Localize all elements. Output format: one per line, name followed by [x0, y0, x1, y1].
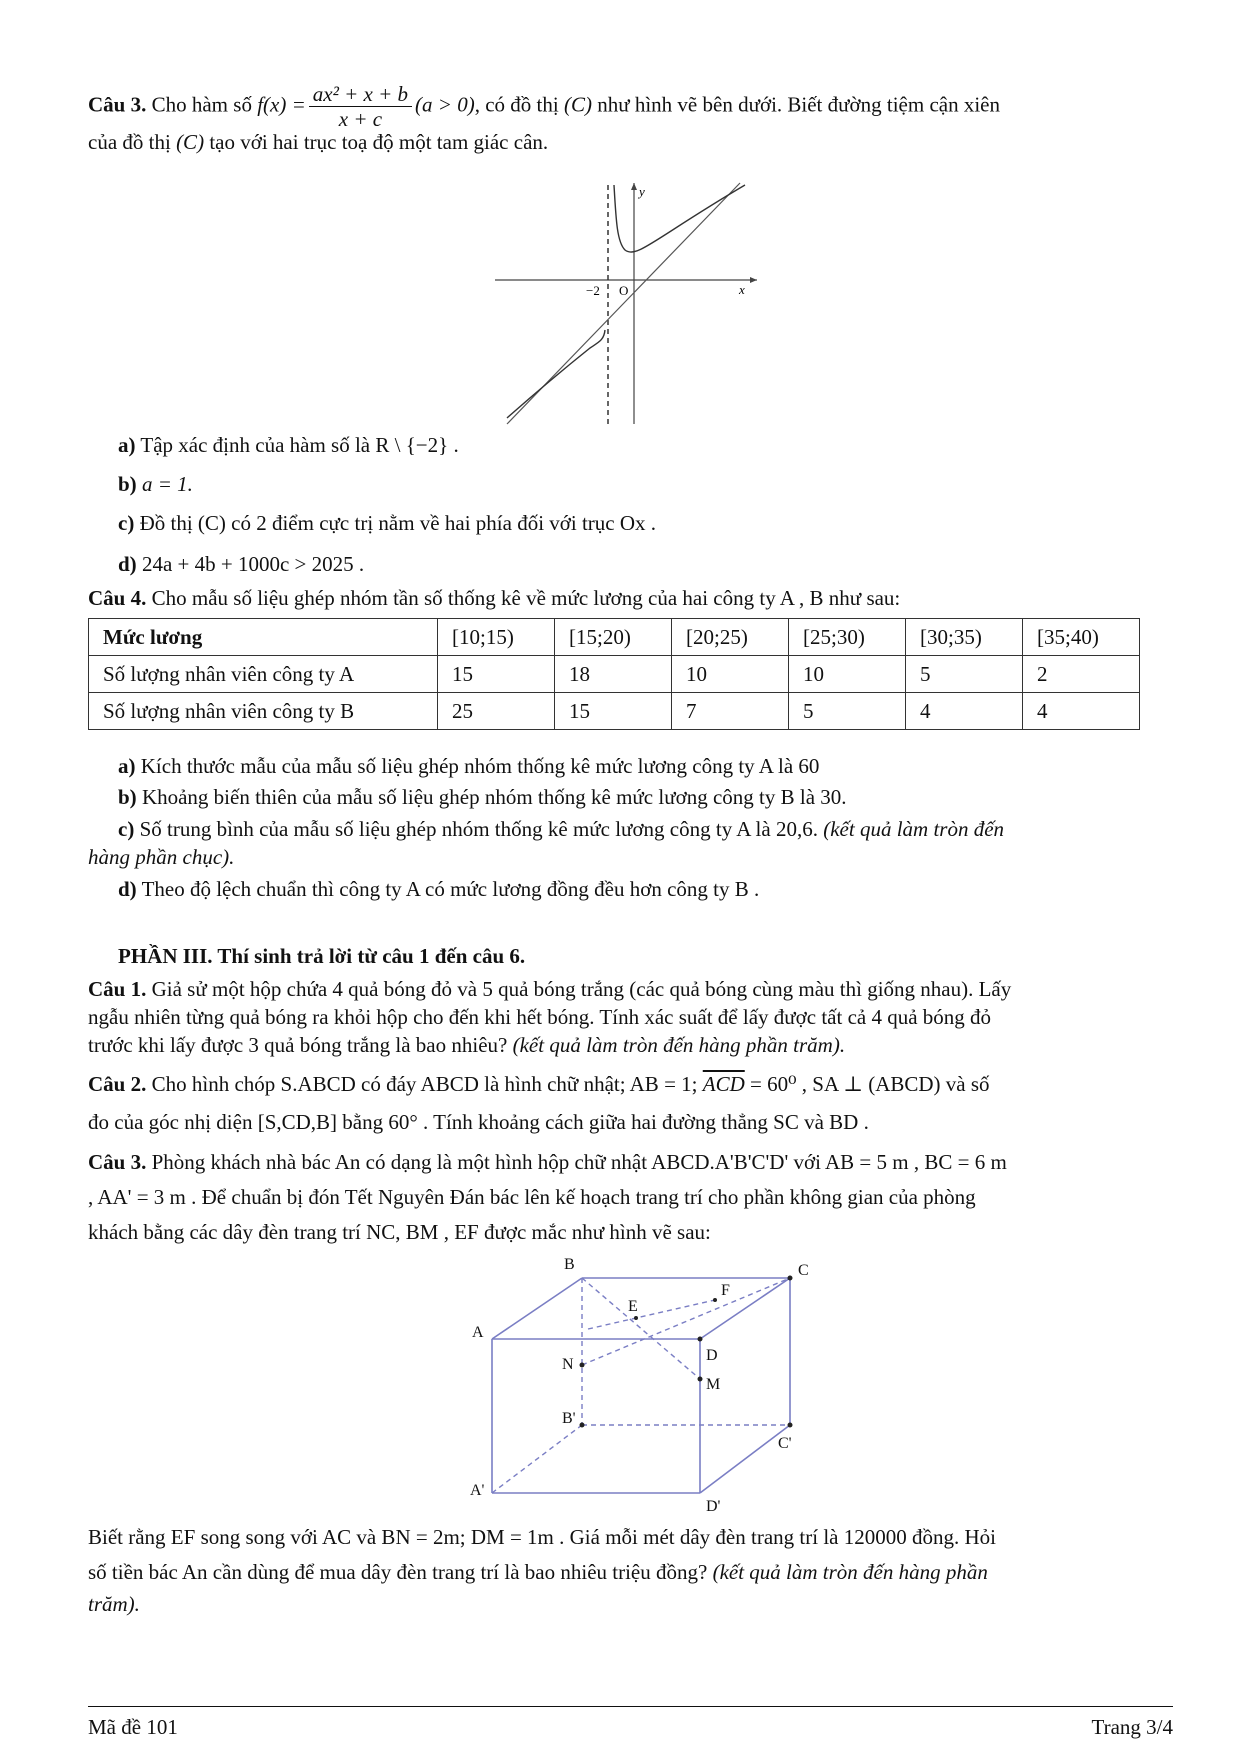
table-row-label: Số lượng nhân viên công ty A [89, 656, 438, 693]
q4-item-c: c) Số trung bình của mẫu số liệu ghép nhóm thống kê mức lương công ty A là 20,6. (kết quả làm tròn đến [118, 817, 1005, 841]
table-header: Mức lương [89, 619, 438, 656]
table-cell: 25 [438, 693, 555, 730]
q3-function-graph [495, 180, 760, 425]
table-cell: 15 [438, 656, 555, 693]
graph-minus2-label: −2 [586, 283, 600, 298]
table-cell: 15 [555, 693, 672, 730]
table-row-label: Số lượng nhân viên công ty B [89, 693, 438, 730]
footer-code: Mã đề 101 [88, 1715, 178, 1739]
q3-label: Câu 3. [88, 92, 147, 117]
label-N: N [562, 1356, 574, 1373]
graph-x-arrow [750, 277, 757, 283]
edge-D1C1 [700, 1425, 790, 1493]
p3-q2-line2: đo của góc nhị diện [S,CD,B] bằng 60° . Tính khoảng cách giữa hai đường thẳng SC và BD . [88, 1110, 869, 1134]
p3-q3-line2: , AA' = 3 m . Để chuẩn bị đón Tết Nguyên Đán bác lên kế hoạch trang trí cho phần không gian của phòng [88, 1185, 976, 1209]
table-cell: 10 [789, 656, 906, 693]
q3-item-d: d) 24a + 4b + 1000c > 2025 . [118, 552, 365, 576]
wire-EF [588, 1300, 715, 1329]
table-row [89, 693, 1140, 730]
table-cell: 2 [1023, 656, 1140, 693]
point-C1 [788, 1423, 793, 1428]
p3-q1-line1: Câu 1. Giả sử một hộp chứa 4 quả bóng đỏ và 5 quả bóng trắng (các quả bóng cùng màu thì giống nhau). Lấy [88, 977, 1012, 1001]
label-D1: D' [706, 1498, 721, 1515]
q3-line2: của đồ thị (C) tạo với hai trục toạ độ một tam giác cân. [88, 130, 549, 154]
p3-q1-line2: ngẫu nhiên từng quả bóng ra khỏi hộp cho đến khi hết bóng. Tính xác suất để lấy được tất cả 4 quả bóng đỏ [88, 1005, 992, 1029]
table-interval: [20;25) [672, 619, 789, 656]
table-interval: [10;15) [438, 619, 555, 656]
q3-fraction: $\frac{\text{ax² + x + b}}{x + c}$ [309, 82, 412, 131]
label-B1: B' [562, 1410, 576, 1427]
q3-item-b: b) a = 1. [118, 472, 193, 496]
label-E: E [628, 1298, 638, 1315]
label-A: A [472, 1324, 484, 1341]
p3-q3-line4: Biết rằng EF song song với AC và BN = 2m; DM = 1m . Giá mỗi mét dây đèn trang trí là 120000 đồng. Hỏi [88, 1525, 996, 1549]
graph-y-label: y [639, 184, 645, 199]
point-E [634, 1316, 638, 1320]
p3-q3-line3: khách bằng các dây đèn trang trí NC, BM , EF được mắc như hình vẽ sau: [88, 1220, 711, 1244]
q4-item-b: b) Khoảng biến thiên của mẫu số liệu ghép nhóm thống kê mức lương công ty B là 30. [118, 785, 847, 809]
table-cell: 5 [906, 656, 1023, 693]
point-C [788, 1276, 793, 1281]
label-C: C [798, 1262, 809, 1279]
label-A1: A' [470, 1482, 485, 1499]
graph-x-label: x [739, 282, 745, 297]
edge-A1B1-hidden [492, 1425, 582, 1493]
q4-item-a: a) Kích thước mẫu của mẫu số liệu ghép nhóm thống kê mức lương công ty A là 60 [118, 754, 820, 778]
table-cell: 5 [789, 693, 906, 730]
label-D: D [706, 1347, 718, 1364]
graph-origin-label: O [619, 283, 629, 298]
table-interval: [15;20) [555, 619, 672, 656]
graph-y-arrow [631, 183, 637, 190]
edge-CD [700, 1278, 790, 1339]
q3-item-c: c) Đồ thị (C) có 2 điểm cực trị nằm về hai phía đối với trục Ox . [118, 511, 657, 535]
q3-line1: Câu 3. Cho hàm số f(x) = $\frac{\text{ax² + x + b}}{x + c}$ (a > 0), có đồ thị (C) như hình vẽ bên dưới. Biết đường tiệm cận xiên [88, 82, 1001, 131]
label-M: M [706, 1376, 721, 1393]
label-B: B [564, 1256, 575, 1273]
label-C1: C' [778, 1435, 792, 1452]
room-box-figure [460, 1255, 820, 1515]
wire-BM [582, 1278, 700, 1379]
table-cell: 4 [1023, 693, 1140, 730]
table-row [89, 656, 1140, 693]
p3-q1-line3: trước khi lấy được 3 quả bóng trắng là bao nhiêu? (kết quả làm tròn đến hàng phần trăm). [88, 1033, 846, 1057]
q3-item-a: a) Tập xác định của hàm số là R \ {−2} . [118, 433, 459, 457]
table-cell: 18 [555, 656, 672, 693]
q4-line: Câu 4. Cho mẫu số liệu ghép nhóm tần số thống kê về mức lương của hai công ty A , B như sau: [88, 586, 901, 610]
p3-q3-line1: Câu 3. Phòng khách nhà bác An có dạng là một hình hộp chữ nhật ABCD.A'B'C'D' với AB = 5 m , BC = 6 m [88, 1150, 1007, 1174]
salary-table [88, 618, 1140, 730]
footer-rule [88, 1706, 1173, 1707]
point-B1 [580, 1423, 585, 1428]
edge-AB [492, 1278, 582, 1339]
table-interval: [35;40) [1023, 619, 1140, 656]
table-interval: [25;30) [789, 619, 906, 656]
q4-item-d: d) Theo độ lệch chuẩn thì công ty A có mức lương đồng đều hơn công ty B . [118, 877, 760, 901]
footer-page-number: Trang 3/4 [1091, 1715, 1173, 1739]
table-cell: 4 [906, 693, 1023, 730]
table-row [89, 619, 1140, 656]
point-N [580, 1363, 585, 1368]
label-F: F [721, 1282, 730, 1299]
p3-q2-line1: Câu 2. Cho hình chóp S.ABCD có đáy ABCD là hình chữ nhật; AB = 1; $\overline{ACD} = 60^0$ , SA ⊥ (ABCD) và số [88, 1072, 990, 1096]
point-M [698, 1377, 703, 1382]
q4-item-c-cont: hàng phần chục). [88, 845, 235, 869]
part3-title: PHẦN III. Thí sinh trả lời từ câu 1 đến câu 6. [118, 944, 526, 968]
p3-q3-line6: trăm). [88, 1592, 140, 1616]
p3-q3-line5: số tiền bác An cần dùng để mua dây đèn trang trí là bao nhiêu triệu đồng? (kết quả làm tròn đến hàng phần [88, 1560, 988, 1584]
wire-NC [582, 1278, 790, 1365]
table-cell: 10 [672, 656, 789, 693]
table-cell: 7 [672, 693, 789, 730]
point-D [698, 1337, 703, 1342]
table-interval: [30;35) [906, 619, 1023, 656]
point-F [713, 1298, 717, 1302]
